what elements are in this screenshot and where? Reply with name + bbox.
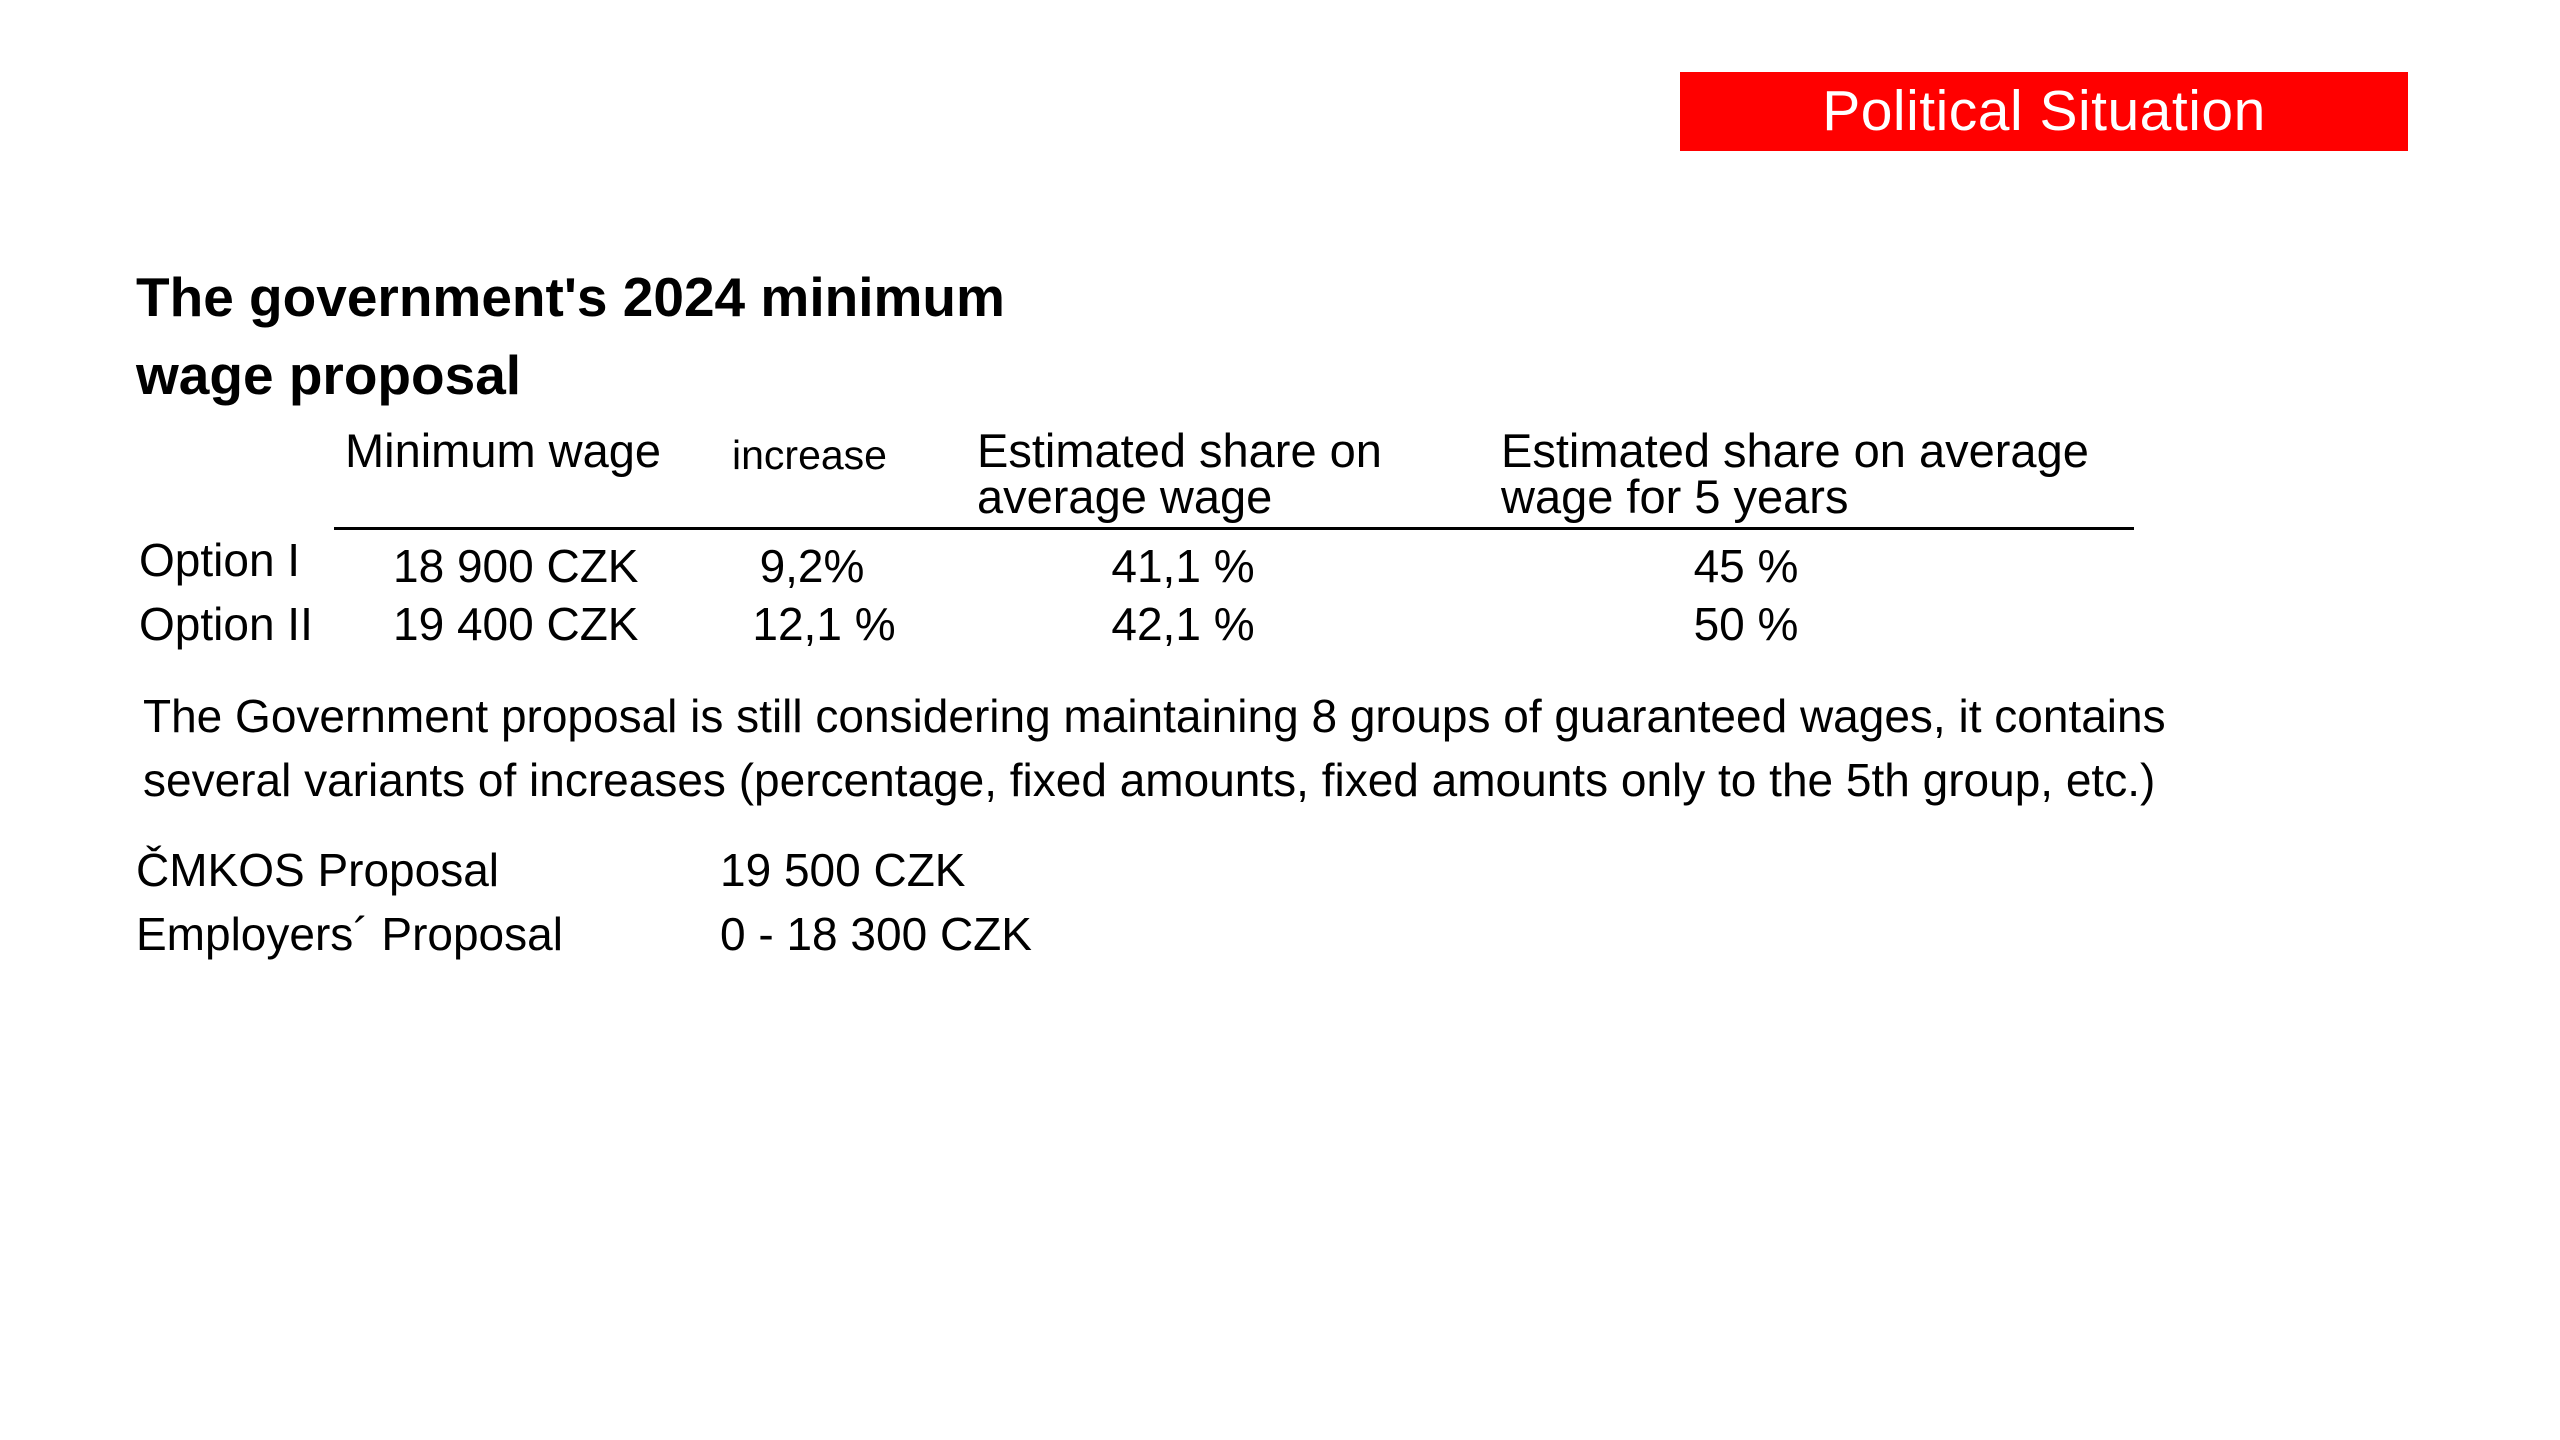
section-banner (1680, 72, 2408, 151)
section-banner-label: Political Situation (1822, 79, 2266, 143)
slide-title-line-1: The government's 2024 minimum (136, 266, 1005, 328)
header-share-five-years-line-2: wage for 5 years (1501, 470, 1849, 523)
guaranteed-wages-note (143, 684, 2443, 812)
header-share-five-years-line-1: Estimated share on average (1501, 424, 2089, 477)
row-option-label: Option I (139, 534, 301, 586)
proposal-label: ČMKOS Proposal (136, 844, 500, 896)
row-increase: 9,2% (759, 540, 865, 592)
header-share-average-line-1: Estimated share on (977, 424, 1382, 477)
header-share-five-years (1501, 424, 2089, 523)
row-share-five-years: 45 % (1693, 540, 1799, 592)
header-share-average-line-2: average wage (977, 470, 1273, 523)
proposal-value: 19 500 CZK (720, 844, 966, 896)
slide-title (136, 258, 1136, 414)
row-share-average: 42,1 % (1111, 598, 1255, 650)
note-line-2: several variants of increases (percentage, fixed amounts, fixed amounts only to the 5th group, etc.) (143, 754, 2156, 806)
row-share-average: 41,1 % (1111, 540, 1255, 592)
proposal-value: 0 - 18 300 CZK (720, 908, 1032, 960)
header-share-average (977, 424, 1382, 523)
header-increase: increase (732, 432, 887, 478)
header-minimum-wage: Minimum wage (345, 424, 662, 477)
row-share-five-years: 50 % (1693, 598, 1799, 650)
row-minimum-wage: 18 900 CZK (393, 540, 639, 592)
row-increase: 12,1 % (752, 598, 896, 650)
row-option-label: Option II (139, 598, 313, 650)
table-header-rule (334, 527, 2134, 530)
slide-title-line-2: wage proposal (136, 344, 522, 406)
row-minimum-wage: 19 400 CZK (393, 598, 639, 650)
note-line-1: The Government proposal is still considering maintaining 8 groups of guaranteed wages, it contains (143, 690, 2166, 742)
proposal-label: Employers´ Proposal (136, 908, 563, 960)
